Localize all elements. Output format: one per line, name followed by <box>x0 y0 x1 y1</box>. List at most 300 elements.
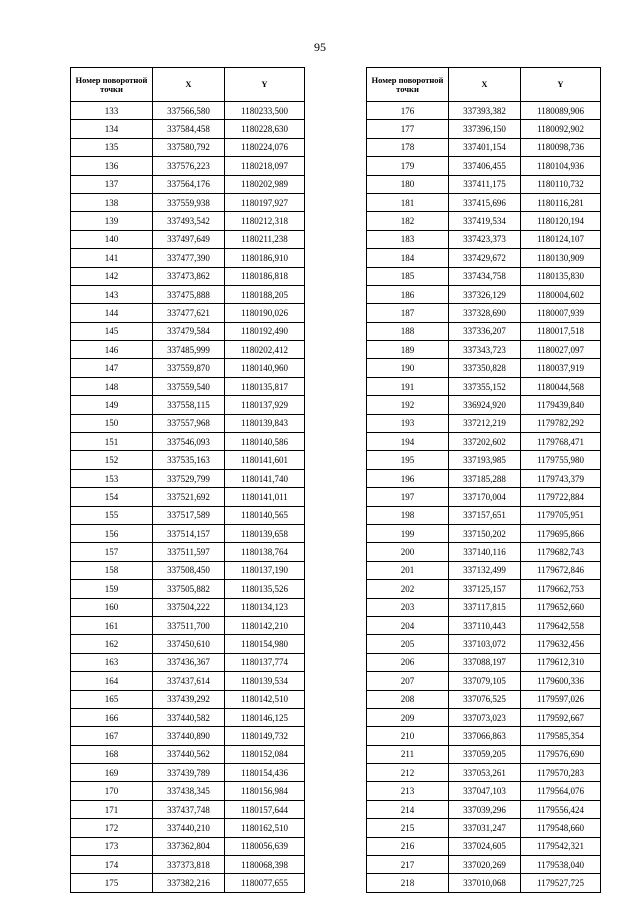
point-number-cell: 209 <box>367 708 449 726</box>
x-coordinate-cell: 337117,815 <box>449 598 521 616</box>
y-coordinate-cell: 1180141,011 <box>225 488 305 506</box>
y-coordinate-cell: 1179548,660 <box>521 819 601 837</box>
point-number-cell: 201 <box>367 561 449 579</box>
y-coordinate-cell: 1180056,639 <box>225 837 305 855</box>
y-coordinate-cell: 1179556,424 <box>521 800 601 818</box>
x-coordinate-cell: 337429,672 <box>449 249 521 267</box>
table-row <box>71 764 305 782</box>
table-row <box>71 727 305 745</box>
point-number-cell: 213 <box>367 782 449 800</box>
point-number-cell: 179 <box>367 157 449 175</box>
x-coordinate-cell: 337485,999 <box>153 341 225 359</box>
table-row <box>367 524 601 542</box>
y-coordinate-cell: 1180142,210 <box>225 616 305 634</box>
point-number-cell: 206 <box>367 653 449 671</box>
x-coordinate-cell: 336924,920 <box>449 396 521 414</box>
table-row <box>367 359 601 377</box>
y-coordinate-cell: 1179755,980 <box>521 451 601 469</box>
x-coordinate-cell: 337031,247 <box>449 819 521 837</box>
y-coordinate-cell: 1180138,764 <box>225 543 305 561</box>
point-number-cell: 143 <box>71 285 153 303</box>
table-row <box>367 837 601 855</box>
y-coordinate-cell: 1179682,743 <box>521 543 601 561</box>
x-coordinate-cell: 337514,157 <box>153 524 225 542</box>
table-row <box>367 377 601 395</box>
x-coordinate-cell: 337103,072 <box>449 635 521 653</box>
table-row <box>71 819 305 837</box>
x-coordinate-cell: 337584,458 <box>153 120 225 138</box>
point-number-cell: 191 <box>367 377 449 395</box>
table-row <box>71 635 305 653</box>
x-coordinate-cell: 337079,105 <box>449 672 521 690</box>
y-coordinate-cell: 1180139,658 <box>225 524 305 542</box>
y-coordinate-cell: 1180224,076 <box>225 138 305 156</box>
y-coordinate-cell: 1179585,354 <box>521 727 601 745</box>
table-row <box>367 764 601 782</box>
table-row <box>367 800 601 818</box>
y-coordinate-cell: 1180146,125 <box>225 708 305 726</box>
point-number-cell: 157 <box>71 543 153 561</box>
x-coordinate-cell: 337423,373 <box>449 230 521 248</box>
x-coordinate-cell: 337477,390 <box>153 249 225 267</box>
y-coordinate-cell: 1179782,292 <box>521 414 601 432</box>
point-number-cell: 190 <box>367 359 449 377</box>
y-coordinate-cell: 1180140,565 <box>225 506 305 524</box>
table-row <box>367 543 601 561</box>
y-coordinate-cell: 1179632,456 <box>521 635 601 653</box>
table-row <box>367 745 601 763</box>
table-row <box>367 212 601 230</box>
y-coordinate-cell: 1180139,534 <box>225 672 305 690</box>
header-x: X <box>449 68 521 102</box>
point-number-cell: 210 <box>367 727 449 745</box>
y-coordinate-cell: 1180162,510 <box>225 819 305 837</box>
y-coordinate-cell: 1180137,774 <box>225 653 305 671</box>
point-number-cell: 149 <box>71 396 153 414</box>
y-coordinate-cell: 1179662,753 <box>521 580 601 598</box>
x-coordinate-cell: 337580,792 <box>153 138 225 156</box>
table-row <box>71 414 305 432</box>
point-number-cell: 147 <box>71 359 153 377</box>
x-coordinate-cell: 337020,269 <box>449 856 521 874</box>
x-coordinate-cell: 337125,157 <box>449 580 521 598</box>
y-coordinate-cell: 1179527,725 <box>521 874 601 892</box>
point-number-cell: 156 <box>71 524 153 542</box>
point-number-cell: 183 <box>367 230 449 248</box>
y-coordinate-cell: 1180110,732 <box>521 175 601 193</box>
point-number-cell: 168 <box>71 745 153 763</box>
point-number-cell: 171 <box>71 800 153 818</box>
point-number-cell: 169 <box>71 764 153 782</box>
table-row <box>367 488 601 506</box>
table-row <box>71 469 305 487</box>
table-body-right <box>367 102 601 893</box>
point-number-cell: 170 <box>71 782 153 800</box>
y-coordinate-cell: 1180141,601 <box>225 451 305 469</box>
y-coordinate-cell: 1179570,283 <box>521 764 601 782</box>
x-coordinate-cell: 337382,216 <box>153 874 225 892</box>
point-number-cell: 207 <box>367 672 449 690</box>
y-coordinate-cell: 1179612,310 <box>521 653 601 671</box>
table-row <box>367 819 601 837</box>
y-coordinate-cell: 1180037,919 <box>521 359 601 377</box>
x-coordinate-cell: 337411,175 <box>449 175 521 193</box>
page-number: 95 <box>314 40 326 54</box>
point-number-cell: 155 <box>71 506 153 524</box>
x-coordinate-cell: 337450,610 <box>153 635 225 653</box>
x-coordinate-cell: 337437,748 <box>153 800 225 818</box>
point-number-cell: 192 <box>367 396 449 414</box>
y-coordinate-cell: 1180141,740 <box>225 469 305 487</box>
table-row <box>71 708 305 726</box>
point-number-cell: 187 <box>367 304 449 322</box>
point-number-cell: 197 <box>367 488 449 506</box>
point-number-cell: 186 <box>367 285 449 303</box>
y-coordinate-cell: 1179597,026 <box>521 690 601 708</box>
table-row <box>71 561 305 579</box>
y-coordinate-cell: 1179592,667 <box>521 708 601 726</box>
x-coordinate-cell: 337440,562 <box>153 745 225 763</box>
point-number-cell: 145 <box>71 322 153 340</box>
x-coordinate-cell: 337328,690 <box>449 304 521 322</box>
table-row <box>367 193 601 211</box>
x-coordinate-cell: 337024,605 <box>449 837 521 855</box>
y-coordinate-cell: 1180211,238 <box>225 230 305 248</box>
point-number-cell: 151 <box>71 433 153 451</box>
x-coordinate-cell: 337212,219 <box>449 414 521 432</box>
coordinates-table-right <box>366 67 601 893</box>
x-coordinate-cell: 337521,692 <box>153 488 225 506</box>
x-coordinate-cell: 337010,068 <box>449 874 521 892</box>
y-coordinate-cell: 1180092,902 <box>521 120 601 138</box>
x-coordinate-cell: 337438,345 <box>153 782 225 800</box>
y-coordinate-cell: 1180202,989 <box>225 175 305 193</box>
point-number-cell: 165 <box>71 690 153 708</box>
point-number-cell: 215 <box>367 819 449 837</box>
x-coordinate-cell: 337557,968 <box>153 414 225 432</box>
point-number-cell: 172 <box>71 819 153 837</box>
header-x: X <box>153 68 225 102</box>
table-row <box>367 616 601 634</box>
x-coordinate-cell: 337419,534 <box>449 212 521 230</box>
point-number-cell: 203 <box>367 598 449 616</box>
table-row <box>367 341 601 359</box>
x-coordinate-cell: 337437,614 <box>153 672 225 690</box>
table-row <box>71 543 305 561</box>
point-number-cell: 161 <box>71 616 153 634</box>
y-coordinate-cell: 1180202,412 <box>225 341 305 359</box>
table-row <box>367 304 601 322</box>
table-row <box>71 304 305 322</box>
x-coordinate-cell: 337343,723 <box>449 341 521 359</box>
y-coordinate-cell: 1180004,602 <box>521 285 601 303</box>
table-row <box>367 451 601 469</box>
x-coordinate-cell: 337504,222 <box>153 598 225 616</box>
y-coordinate-cell: 1180135,526 <box>225 580 305 598</box>
point-number-cell: 163 <box>71 653 153 671</box>
point-number-cell: 138 <box>71 193 153 211</box>
x-coordinate-cell: 337440,210 <box>153 819 225 837</box>
table-body-left <box>71 102 305 893</box>
x-coordinate-cell: 337529,799 <box>153 469 225 487</box>
table-row <box>71 874 305 892</box>
table-row <box>71 598 305 616</box>
y-coordinate-cell: 1179439,840 <box>521 396 601 414</box>
y-coordinate-cell: 1179600,336 <box>521 672 601 690</box>
x-coordinate-cell: 337546,093 <box>153 433 225 451</box>
point-number-cell: 199 <box>367 524 449 542</box>
table-row <box>71 175 305 193</box>
y-coordinate-cell: 1180190,026 <box>225 304 305 322</box>
point-number-cell: 173 <box>71 837 153 855</box>
x-coordinate-cell: 337185,288 <box>449 469 521 487</box>
table-row <box>71 102 305 120</box>
point-number-cell: 177 <box>367 120 449 138</box>
x-coordinate-cell: 337110,443 <box>449 616 521 634</box>
point-number-cell: 196 <box>367 469 449 487</box>
table-row <box>367 267 601 285</box>
table-row <box>367 561 601 579</box>
table-row <box>71 359 305 377</box>
table-row <box>367 690 601 708</box>
x-coordinate-cell: 337440,582 <box>153 708 225 726</box>
x-coordinate-cell: 337157,651 <box>449 506 521 524</box>
table-row <box>71 580 305 598</box>
y-coordinate-cell: 1180017,518 <box>521 322 601 340</box>
point-number-cell: 159 <box>71 580 153 598</box>
point-number-cell: 174 <box>71 856 153 874</box>
point-number-cell: 185 <box>367 267 449 285</box>
y-coordinate-cell: 1180228,630 <box>225 120 305 138</box>
table-row <box>71 653 305 671</box>
header-point-number: Номер поворотной точки <box>71 68 153 102</box>
point-number-cell: 211 <box>367 745 449 763</box>
x-coordinate-cell: 337535,163 <box>153 451 225 469</box>
x-coordinate-cell: 337477,621 <box>153 304 225 322</box>
point-number-cell: 182 <box>367 212 449 230</box>
point-number-cell: 200 <box>367 543 449 561</box>
point-number-cell: 153 <box>71 469 153 487</box>
point-number-cell: 188 <box>367 322 449 340</box>
x-coordinate-cell: 337202,602 <box>449 433 521 451</box>
y-coordinate-cell: 1179652,660 <box>521 598 601 616</box>
y-coordinate-cell: 1180142,510 <box>225 690 305 708</box>
point-number-cell: 144 <box>71 304 153 322</box>
x-coordinate-cell: 337088,197 <box>449 653 521 671</box>
table-row <box>367 285 601 303</box>
x-coordinate-cell: 337440,890 <box>153 727 225 745</box>
table-row <box>71 396 305 414</box>
table-row <box>71 524 305 542</box>
y-coordinate-cell: 1180120,194 <box>521 212 601 230</box>
table-row <box>367 708 601 726</box>
y-coordinate-cell: 1179576,690 <box>521 745 601 763</box>
table-row <box>71 120 305 138</box>
point-number-cell: 167 <box>71 727 153 745</box>
point-number-cell: 189 <box>367 341 449 359</box>
x-coordinate-cell: 337039,296 <box>449 800 521 818</box>
y-coordinate-cell: 1180140,960 <box>225 359 305 377</box>
x-coordinate-cell: 337415,696 <box>449 193 521 211</box>
point-number-cell: 194 <box>367 433 449 451</box>
y-coordinate-cell: 1180124,107 <box>521 230 601 248</box>
table-header-row <box>367 68 601 102</box>
table-row <box>367 580 601 598</box>
y-coordinate-cell: 1180157,644 <box>225 800 305 818</box>
y-coordinate-cell: 1180186,910 <box>225 249 305 267</box>
table-row <box>71 267 305 285</box>
table-row <box>71 285 305 303</box>
y-coordinate-cell: 1180134,123 <box>225 598 305 616</box>
table-row <box>71 451 305 469</box>
y-coordinate-cell: 1180137,190 <box>225 561 305 579</box>
point-number-cell: 152 <box>71 451 153 469</box>
x-coordinate-cell: 337336,207 <box>449 322 521 340</box>
x-coordinate-cell: 337566,580 <box>153 102 225 120</box>
y-coordinate-cell: 1180212,318 <box>225 212 305 230</box>
table-row <box>71 433 305 451</box>
table-row <box>367 598 601 616</box>
table-header-row <box>71 68 305 102</box>
header-y: Y <box>521 68 601 102</box>
y-coordinate-cell: 1180149,732 <box>225 727 305 745</box>
x-coordinate-cell: 337475,888 <box>153 285 225 303</box>
point-number-cell: 204 <box>367 616 449 634</box>
table-row <box>367 727 601 745</box>
y-coordinate-cell: 1179542,321 <box>521 837 601 855</box>
y-coordinate-cell: 1180154,980 <box>225 635 305 653</box>
x-coordinate-cell: 337355,152 <box>449 377 521 395</box>
point-number-cell: 137 <box>71 175 153 193</box>
table-row <box>367 469 601 487</box>
x-coordinate-cell: 337558,115 <box>153 396 225 414</box>
x-coordinate-cell: 337047,103 <box>449 782 521 800</box>
table-row <box>367 672 601 690</box>
x-coordinate-cell: 337473,862 <box>153 267 225 285</box>
point-number-cell: 162 <box>71 635 153 653</box>
point-number-cell: 180 <box>367 175 449 193</box>
y-coordinate-cell: 1179768,471 <box>521 433 601 451</box>
y-coordinate-cell: 1179564,076 <box>521 782 601 800</box>
table-row <box>367 138 601 156</box>
x-coordinate-cell: 337140,116 <box>449 543 521 561</box>
y-coordinate-cell: 1179705,951 <box>521 506 601 524</box>
table-row <box>71 672 305 690</box>
point-number-cell: 208 <box>367 690 449 708</box>
point-number-cell: 193 <box>367 414 449 432</box>
table-row <box>367 396 601 414</box>
point-number-cell: 198 <box>367 506 449 524</box>
y-coordinate-cell: 1180077,655 <box>225 874 305 892</box>
point-number-cell: 212 <box>367 764 449 782</box>
x-coordinate-cell: 337401,154 <box>449 138 521 156</box>
point-number-cell: 136 <box>71 157 153 175</box>
y-coordinate-cell: 1179722,884 <box>521 488 601 506</box>
table-row <box>367 157 601 175</box>
y-coordinate-cell: 1180007,939 <box>521 304 601 322</box>
coordinates-table-left <box>70 67 305 893</box>
x-coordinate-cell: 337564,176 <box>153 175 225 193</box>
point-number-cell: 154 <box>71 488 153 506</box>
point-number-cell: 195 <box>367 451 449 469</box>
header-point-number: Номер поворотной точки <box>367 68 449 102</box>
y-coordinate-cell: 1180197,927 <box>225 193 305 211</box>
x-coordinate-cell: 337559,938 <box>153 193 225 211</box>
point-number-cell: 142 <box>71 267 153 285</box>
table-row <box>71 138 305 156</box>
y-coordinate-cell: 1180130,909 <box>521 249 601 267</box>
x-coordinate-cell: 337170,004 <box>449 488 521 506</box>
x-coordinate-cell: 337059,205 <box>449 745 521 763</box>
y-coordinate-cell: 1179642,558 <box>521 616 601 634</box>
point-number-cell: 150 <box>71 414 153 432</box>
table-row <box>367 249 601 267</box>
x-coordinate-cell: 337393,382 <box>449 102 521 120</box>
y-coordinate-cell: 1179538,040 <box>521 856 601 874</box>
x-coordinate-cell: 337508,450 <box>153 561 225 579</box>
table-row <box>367 856 601 874</box>
table-row <box>71 800 305 818</box>
point-number-cell: 175 <box>71 874 153 892</box>
x-coordinate-cell: 337406,455 <box>449 157 521 175</box>
y-coordinate-cell: 1180104,936 <box>521 157 601 175</box>
point-number-cell: 176 <box>367 102 449 120</box>
table-row <box>367 322 601 340</box>
table-row <box>71 157 305 175</box>
table-row <box>367 120 601 138</box>
table-row <box>367 414 601 432</box>
point-number-cell: 133 <box>71 102 153 120</box>
table-row <box>367 653 601 671</box>
x-coordinate-cell: 337517,589 <box>153 506 225 524</box>
table-row <box>71 616 305 634</box>
table-row <box>71 506 305 524</box>
table-row <box>71 377 305 395</box>
table-row <box>367 102 601 120</box>
y-coordinate-cell: 1180089,906 <box>521 102 601 120</box>
y-coordinate-cell: 1180154,436 <box>225 764 305 782</box>
y-coordinate-cell: 1180140,586 <box>225 433 305 451</box>
x-coordinate-cell: 337066,863 <box>449 727 521 745</box>
table-row <box>367 230 601 248</box>
y-coordinate-cell: 1180098,736 <box>521 138 601 156</box>
x-coordinate-cell: 337479,584 <box>153 322 225 340</box>
point-number-cell: 217 <box>367 856 449 874</box>
x-coordinate-cell: 337053,261 <box>449 764 521 782</box>
point-number-cell: 134 <box>71 120 153 138</box>
point-number-cell: 148 <box>71 377 153 395</box>
point-number-cell: 158 <box>71 561 153 579</box>
x-coordinate-cell: 337559,870 <box>153 359 225 377</box>
point-number-cell: 164 <box>71 672 153 690</box>
x-coordinate-cell: 337362,804 <box>153 837 225 855</box>
y-coordinate-cell: 1180139,843 <box>225 414 305 432</box>
table-row <box>367 433 601 451</box>
x-coordinate-cell: 337497,649 <box>153 230 225 248</box>
point-number-cell: 202 <box>367 580 449 598</box>
point-number-cell: 135 <box>71 138 153 156</box>
table-row <box>71 193 305 211</box>
x-coordinate-cell: 337436,367 <box>153 653 225 671</box>
y-coordinate-cell: 1179695,866 <box>521 524 601 542</box>
point-number-cell: 181 <box>367 193 449 211</box>
x-coordinate-cell: 337559,540 <box>153 377 225 395</box>
y-coordinate-cell: 1180116,281 <box>521 193 601 211</box>
x-coordinate-cell: 337439,789 <box>153 764 225 782</box>
point-number-cell: 205 <box>367 635 449 653</box>
table-row <box>71 745 305 763</box>
x-coordinate-cell: 337511,700 <box>153 616 225 634</box>
